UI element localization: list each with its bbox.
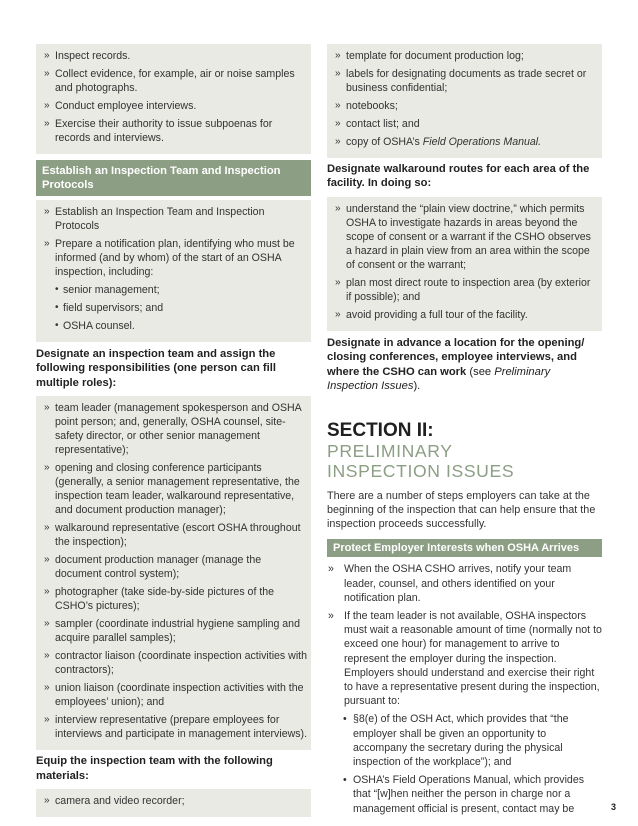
list-item-text: copy of OSHA’s: [346, 136, 423, 148]
list-item: [36, 99, 311, 113]
list-item: [36, 301, 311, 315]
list-item-text: contractor liaison (coordinate inspection activities with contractors);: [55, 650, 308, 677]
bullet-icon: •: [55, 302, 59, 313]
chevron-icon: »: [44, 522, 50, 534]
section-intro: There are a number of steps employers can take at the beginning of the inspection that can help ensure that the inspection proceeds successfully.: [327, 490, 596, 531]
chevron-icon: »: [44, 650, 50, 662]
list-item: [36, 67, 311, 95]
left-box-1: [36, 44, 311, 154]
list-item-italic: Field Operations Manual.: [422, 136, 542, 148]
section-band-inspection-team: Establish an Inspection Team and Inspection Protocols: [36, 160, 311, 196]
list-item-text: camera and video recorder;: [55, 795, 185, 808]
right-list-2: [327, 202, 602, 322]
left-list-3: [36, 401, 311, 741]
list-item: [327, 308, 602, 322]
list-item-text: Collect evidence, for example, air or noise samples and photographs.: [55, 68, 295, 94]
heading-designate-location-end: ).: [413, 380, 421, 393]
chevron-icon: »: [44, 586, 50, 598]
chevron-icon: »: [335, 50, 341, 61]
right-box-2: [327, 197, 602, 331]
right-column: [327, 44, 602, 820]
list-item: [327, 773, 602, 816]
left-list-2: [36, 205, 311, 333]
list-item: [36, 319, 311, 333]
list-item-text: avoid providing a full tour of the facility.: [346, 308, 528, 321]
list-item-text: senior management;: [63, 284, 160, 296]
list-item: [36, 713, 311, 741]
right-list-1: [327, 49, 602, 149]
left-list-1: [36, 49, 311, 145]
list-item-text: Establish an Inspection Team and Inspection Protocols: [55, 206, 265, 232]
heading-equip-team: Equip the inspection team with the following materials:: [36, 755, 273, 782]
bullet-icon: •: [55, 320, 59, 331]
band-protect-employer: Protect Employer Interests when OSHA Arrives: [327, 539, 602, 557]
chevron-icon: »: [44, 206, 50, 217]
list-item-text: labels for designating documents as trade secret or business confidential;: [346, 68, 587, 94]
list-item: [327, 67, 602, 95]
chevron-icon: »: [44, 714, 50, 726]
list-item-text: union liaison (coordinate inspection activities with the employees’ union); and: [55, 682, 304, 709]
list-item: [327, 562, 602, 605]
chevron-icon: »: [328, 563, 334, 576]
chevron-icon: »: [44, 795, 50, 807]
left-box-3: [36, 396, 311, 750]
list-item: [36, 553, 311, 581]
chevron-icon: »: [335, 202, 341, 214]
bullet-icon: •: [343, 713, 347, 726]
chevron-icon: »: [335, 136, 341, 147]
list-item-text: template for document production log;: [346, 50, 524, 62]
chevron-icon: »: [335, 308, 341, 320]
chevron-icon: »: [335, 100, 341, 111]
list-item-text: document production manager (manage the document control system);: [55, 554, 262, 581]
chevron-icon: »: [44, 238, 50, 249]
heading-designate-location-tail: (see: [466, 365, 495, 378]
list-item-text: contact list; and: [346, 118, 420, 130]
heading-designate-location-italic: Preliminary Inspection Issues: [327, 365, 551, 393]
list-item: [327, 609, 602, 708]
list-item: [36, 585, 311, 613]
list-item-text: photographer (take side-by-side pictures of the CSHO’s pictures);: [55, 586, 275, 613]
list-item-text: notebooks;: [346, 100, 398, 112]
chevron-icon: »: [44, 50, 50, 61]
section-subtitle-2: INSPECTION ISSUES: [327, 461, 515, 482]
list-item-text: plan most direct route to inspection area (by exterior if possible); and: [346, 276, 591, 303]
list-item-text: Conduct employee interviews.: [55, 100, 197, 112]
list-item-text: opening and closing conference participants (generally, a senior management representative, the inspection team leader, walkaround representative, and document production manager);: [55, 462, 300, 517]
chevron-icon: »: [335, 118, 341, 129]
left-column: [36, 44, 311, 817]
chevron-icon: »: [44, 402, 50, 414]
chevron-icon: »: [328, 610, 334, 623]
chevron-icon: »: [335, 276, 341, 288]
list-item-text: Inspect records.: [55, 50, 131, 62]
chevron-icon: »: [44, 682, 50, 694]
left-list-4: [36, 794, 311, 808]
chevron-icon: »: [44, 100, 50, 111]
list-item: [36, 521, 311, 549]
list-item-text: Prepare a notification plan, identifying who must be informed (and by whom) of the start of an OSHA inspection, including:: [55, 238, 295, 278]
list-item: [327, 49, 602, 63]
bullet-icon: •: [343, 774, 347, 787]
list-item: [327, 117, 602, 131]
heading-walkaround-routes: Designate walkaround routes for each area of the facility. In doing so:: [327, 163, 590, 190]
list-item-text: understand the “plain view doctrine,” which permits OSHA to investigate hazards in areas beyond the scope of consent or a warrant if the CSHO observes a hazard in plain view from an area within the scope of consent or the warrant;: [346, 202, 591, 271]
heading-designate-location-text: Designate in advance a location for the opening/ closing conferences, employee interviews, and where the CSHO can work: [327, 336, 585, 378]
left-box-2: [36, 200, 311, 342]
list-item: [327, 135, 602, 149]
list-item-text: team leader (management spokesperson and OSHA point person; and, generally, OSHA counsel, site-safety director, or other senior management representative);: [55, 402, 302, 457]
list-item: [36, 401, 311, 457]
list-item: [327, 276, 602, 304]
chevron-icon: »: [44, 68, 50, 79]
page-number: 3: [610, 802, 616, 812]
list-item: [36, 117, 311, 145]
list-item-text: §8(e) of the OSH Act, which provides that “the employer shall be given an opportunity to accompany the secretary during the physical inspection of the workplace”); and: [353, 713, 569, 769]
list-item-text: field supervisors; and: [63, 302, 164, 314]
heading-designate-location: [327, 336, 602, 394]
bullet-icon: •: [55, 284, 59, 295]
list-item-text: OSHA counsel.: [63, 320, 135, 332]
chevron-icon: »: [44, 554, 50, 566]
list-item: [36, 794, 311, 808]
list-item: [327, 712, 602, 769]
list-item-text: sampler (coordinate industrial hygiene sampling and acquire parallel samples);: [55, 618, 300, 645]
section-subtitle-1: PRELIMINARY: [327, 441, 453, 462]
heading-designate-team: Designate an inspection team and assign the following responsibilities (one person can fill multiple roles):: [36, 348, 276, 389]
section-title: SECTION II:: [327, 420, 434, 442]
chevron-icon: »: [335, 68, 341, 79]
right-box-1: [327, 44, 602, 158]
list-item-text: walkaround representative (escort OSHA throughout the inspection);: [55, 522, 301, 549]
list-item-text: Exercise their authority to issue subpoenas for records and interviews.: [55, 118, 273, 144]
list-item: [36, 649, 311, 677]
chevron-icon: »: [44, 618, 50, 630]
left-box-4: [36, 789, 311, 817]
chevron-icon: »: [44, 118, 50, 129]
chevron-icon: »: [44, 462, 50, 474]
list-item: [36, 205, 311, 233]
protect-employer-list: [327, 562, 602, 815]
list-item: [36, 681, 311, 709]
list-item: [36, 237, 311, 279]
list-item: [36, 49, 311, 63]
list-item-text: interview representative (prepare employees for interviews and participate in management interviews).: [55, 714, 308, 741]
list-item-text: When the OSHA CSHO arrives, notify your team leader, counsel, and others identified on your notification plan.: [344, 563, 572, 604]
list-item: [36, 461, 311, 517]
list-item: [36, 617, 311, 645]
list-item-text: OSHA’s Field Operations Manual, which provides that “[w]hen neither the person in charge nor a management official is present, contact may be: [353, 774, 585, 815]
list-item: [36, 283, 311, 297]
list-item: [327, 99, 602, 113]
list-item: [327, 202, 602, 272]
list-item-text: If the team leader is not available, OSHA inspectors must wait a reasonable amount of time (normally not to exceed one hour) for management to arrive to represent the employer during the inspection. Employers should understand and exercise their right to have a representative present during the inspection, pursuant to:: [344, 610, 602, 708]
